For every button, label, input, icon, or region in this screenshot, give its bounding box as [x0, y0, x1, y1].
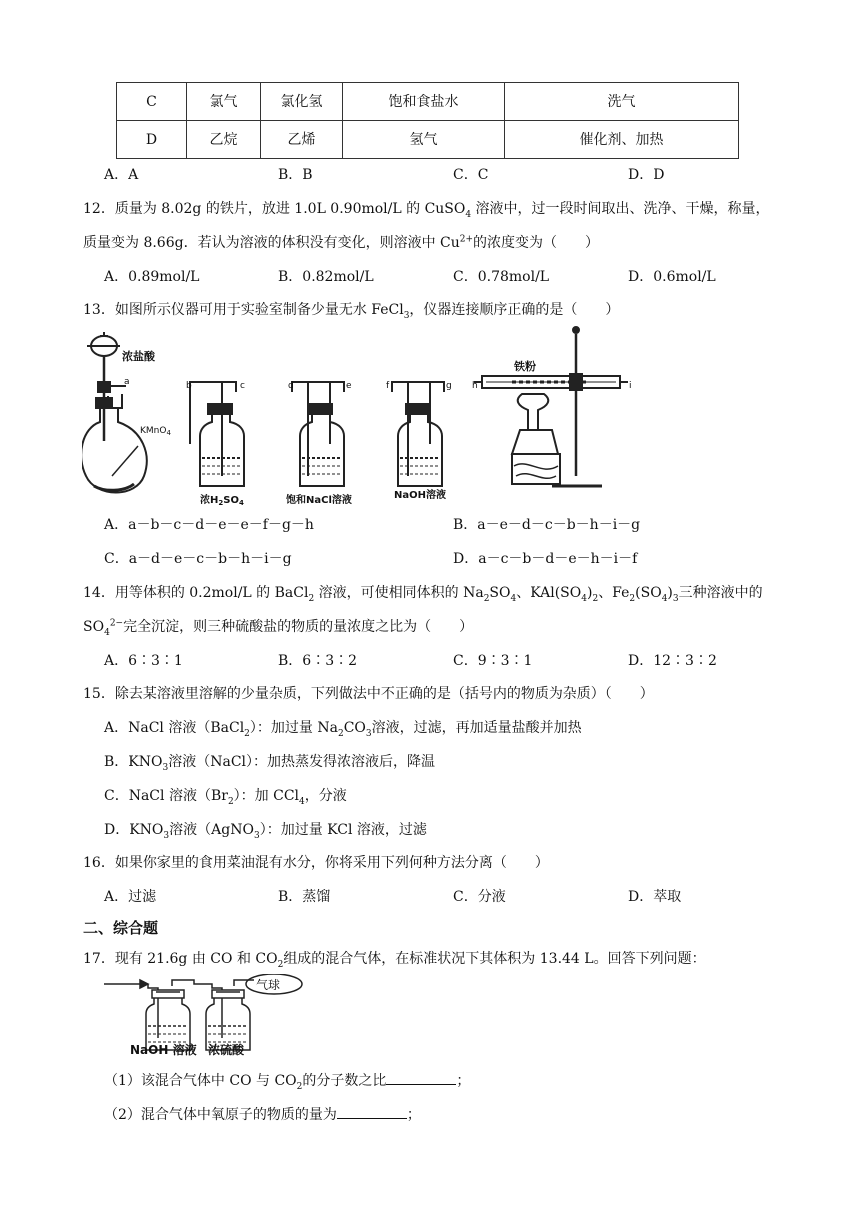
- q14-s7: 4: [661, 593, 668, 604]
- q17-s1-t: （1）该混合气体中 CO 与 CO: [104, 1073, 297, 1089]
- label-conc-hcl: 浓盐酸: [122, 350, 155, 363]
- q14-l2a-sup: 2−: [109, 618, 124, 629]
- answer-blank-2[interactable]: [337, 1104, 407, 1119]
- q16-stem: 16．如果你家里的食用菜油混有水分，你将采用下列何种方法分离（ ）: [83, 855, 549, 871]
- q15d-t2: 溶液（AgNO: [169, 822, 254, 838]
- q16-option-c[interactable]: C．分液: [453, 889, 506, 905]
- q17-stem: [83, 951, 706, 970]
- naoh-bottle: [146, 980, 202, 1050]
- q12-sub: 4: [465, 209, 472, 220]
- q17-t1: 17．现有 21.6g 由 CO 和 CO: [83, 951, 278, 967]
- table-cell: 洗气: [505, 83, 739, 121]
- q14-stem-line2: [83, 618, 474, 638]
- table-row: [117, 83, 739, 121]
- q14-s1: 2: [308, 593, 315, 604]
- q15a-t2: ）：加过量 Na: [249, 720, 338, 736]
- q15b-t2: 溶液（NaCl）：加热蒸发得浓溶液后，降温: [168, 754, 436, 770]
- q15a-s1: 2: [244, 728, 250, 739]
- q17-s1-tail: ；: [456, 1073, 471, 1089]
- q16-option-d[interactable]: D．萃取: [628, 889, 682, 905]
- q13-text: 13．如图所示仪器可用于实验室制备少量无水 FeCl: [83, 302, 404, 318]
- table-cell: 氯气: [187, 83, 261, 121]
- q14-s4: 4: [581, 593, 587, 604]
- q14-t4: 、KAl(SO: [516, 585, 582, 601]
- q12-stem-line2: [83, 236, 599, 250]
- q11-option-a[interactable]: A．A: [104, 167, 139, 183]
- q14-s6: 2: [629, 593, 636, 604]
- q12-option-b[interactable]: B．0.82mol/L: [278, 269, 374, 285]
- q13-text-end: ，仪器连接顺序正确的是（ ）: [409, 302, 620, 318]
- q15c-t1: C．NaCl 溶液（Br: [104, 788, 228, 804]
- q14-t9: 三种溶液中的: [678, 585, 763, 601]
- q13-stem: [83, 302, 620, 321]
- label-g: g: [446, 381, 452, 391]
- q12-text-end: 溶液中，过一段时间取出、洗净、干燥，称量，: [471, 201, 770, 217]
- label-h: h: [472, 381, 478, 391]
- q11-option-d[interactable]: D．D: [628, 167, 665, 183]
- q14-l2a: SO: [83, 619, 105, 635]
- answer-blank-1[interactable]: [386, 1070, 456, 1085]
- table-cell: 氯化氢: [261, 83, 343, 121]
- q15d-s2: 3: [253, 830, 260, 841]
- bottle-naoh: [392, 382, 444, 486]
- table-cell: 催化剂、加热: [505, 121, 739, 159]
- label-b: b: [186, 381, 192, 391]
- q12-option-a[interactable]: A．0.89mol/L: [104, 269, 200, 285]
- q14-option-a[interactable]: A．6∶3∶1: [104, 653, 183, 669]
- q17-subquestion-2: [104, 1104, 421, 1122]
- q12-option-d[interactable]: D．0.6mol/L: [628, 269, 716, 285]
- label-nacl: 饱和NaCl溶液: [286, 495, 352, 506]
- label-f: f: [386, 381, 390, 391]
- q11-option-c[interactable]: C．C: [453, 167, 489, 183]
- q15c-s1: 2: [227, 796, 234, 807]
- q15d-t1: D．KNO: [104, 822, 164, 838]
- q17-s2-tail: ；: [406, 1107, 421, 1123]
- label-conc-sulfuric: 浓硫酸: [208, 1043, 245, 1057]
- label-a: a: [124, 377, 130, 387]
- section-heading: 二、综合题: [83, 919, 159, 937]
- q15a-t4: 溶液，过滤，再加适量盐酸并加热: [371, 720, 582, 736]
- q12-text2-end: 的浓度变为（ ）: [473, 235, 600, 251]
- q17-subquestion-1: [104, 1070, 471, 1092]
- q17-t2: 组成的混合气体，在标准状况下其体积为 13.44 L。回答下列问题：: [283, 951, 706, 967]
- q14-t5: ): [586, 585, 593, 601]
- label-d: d: [288, 381, 294, 391]
- q14-s8: 3: [672, 593, 679, 604]
- bottle-nacl: [292, 382, 344, 486]
- options-table: [116, 82, 739, 159]
- q15-option-a[interactable]: [104, 720, 582, 739]
- label-naoh: NaOH溶液: [394, 490, 446, 501]
- q17-s1-end: 的分子数之比: [302, 1073, 387, 1089]
- label-naoh-solution: NaOH 溶液: [130, 1043, 197, 1057]
- q14-s3: 4: [510, 593, 517, 604]
- q13-option-d[interactable]: D．a－c－b－d－e－h－i－f: [453, 551, 638, 567]
- table-row: [117, 121, 739, 159]
- table-cell: 乙烯: [261, 121, 343, 159]
- label-c: c: [240, 381, 245, 391]
- table-cell: 氢气: [343, 121, 505, 159]
- q12-sup: 2+: [459, 234, 474, 245]
- q16-option-a[interactable]: A．过滤: [104, 889, 157, 905]
- q14-l2b: 完全沉淀，则三种硫酸盐的物质的量浓度之比为（ ）: [123, 619, 474, 635]
- q15-option-c[interactable]: [104, 788, 347, 807]
- q13-sub: 3: [403, 310, 410, 321]
- q14-t3: SO: [489, 585, 511, 601]
- q15a-s3: 3: [365, 728, 372, 739]
- q12-text: 12．质量为 8.02g 的铁片，放进 1.0L 0.90mol/L 的 CuSO: [83, 201, 466, 217]
- q12-stem-line1: [83, 201, 770, 220]
- q15c-t2: ）：加 CCl: [233, 788, 300, 804]
- q14-option-d[interactable]: D．12∶3∶2: [628, 653, 717, 669]
- q12-option-c[interactable]: C．0.78mol/L: [453, 269, 550, 285]
- q15a-t1: A．NaCl 溶液（BaCl: [104, 720, 245, 736]
- label-balloon: 气球: [256, 978, 281, 992]
- q15b-t1: B．KNO: [104, 754, 163, 770]
- q15d-t3: ）：加过量 KCl 溶液，过滤: [259, 822, 427, 838]
- q14-t7: (SO: [635, 585, 662, 601]
- q15c-t3: ，分液: [304, 788, 347, 804]
- q14-s5: 2: [592, 593, 599, 604]
- q14-t8: ): [667, 585, 673, 601]
- label-e: e: [346, 381, 352, 391]
- q12-text2: 质量变为 8.66g．若认为溶液的体积没有变化，则溶液中 Cu: [83, 235, 460, 251]
- q15d-s1: 3: [163, 830, 170, 841]
- q13-option-a[interactable]: A．a－b－c－d－e－e－f－g－h: [104, 517, 314, 533]
- label-i: i: [629, 381, 632, 391]
- label-iron-powder: 铁粉: [514, 360, 536, 373]
- table-cell: C: [117, 83, 187, 121]
- q13-option-c[interactable]: C．a－d－e－c－b－h－i－g: [104, 551, 292, 567]
- table-cell: D: [117, 121, 187, 159]
- q13-option-b[interactable]: B．a－e－d－c－b－h－i－g: [453, 517, 641, 533]
- q14-stem-line1: [83, 585, 763, 604]
- label-h2so4: 浓$H_2SO_4$: [200, 495, 244, 507]
- q15-option-d[interactable]: [104, 822, 427, 841]
- q15-stem: 15．除去某溶液里溶解的少量杂质，下列做法中不正确的是（括号内的物质为杂质）（ ）: [83, 686, 654, 702]
- q11-option-b[interactable]: B．B: [278, 167, 313, 183]
- q15c-s2: 4: [299, 796, 305, 807]
- q15a-s2: 2: [337, 728, 344, 739]
- q17-s2-t: （2）混合气体中氧原子的物质的量为: [104, 1107, 337, 1123]
- q14-t2: 溶液，可使相同体积的 Na: [314, 585, 484, 601]
- label-kmno4: KMnO$_4$: [140, 426, 171, 437]
- q15-option-b[interactable]: [104, 754, 436, 773]
- q15a-t3: CO: [343, 720, 366, 736]
- table-cell: 饱和食盐水: [343, 83, 505, 121]
- table-cell: 乙烷: [187, 121, 261, 159]
- q17-s1: 2: [277, 959, 284, 970]
- q17-s1-sub: 2: [296, 1081, 303, 1092]
- q14-s2: 2: [483, 593, 490, 604]
- tube-furnace: [474, 327, 628, 486]
- q14-option-c[interactable]: C．9∶3∶1: [453, 653, 533, 669]
- q14-option-b[interactable]: B．6∶3∶2: [278, 653, 358, 669]
- q15b-s1: 3: [162, 762, 169, 773]
- q14-t1: 14．用等体积的 0.2mol/L 的 BaCl: [83, 585, 309, 601]
- q13-apparatus-figure: [82, 326, 652, 508]
- q14-t6: 、Fe: [598, 585, 630, 601]
- acid-bottle: [202, 980, 254, 1050]
- bottle-h2so4: [190, 382, 244, 486]
- q16-option-b[interactable]: B．蒸馏: [278, 889, 331, 905]
- q14-l2a-sub: 4: [104, 627, 110, 638]
